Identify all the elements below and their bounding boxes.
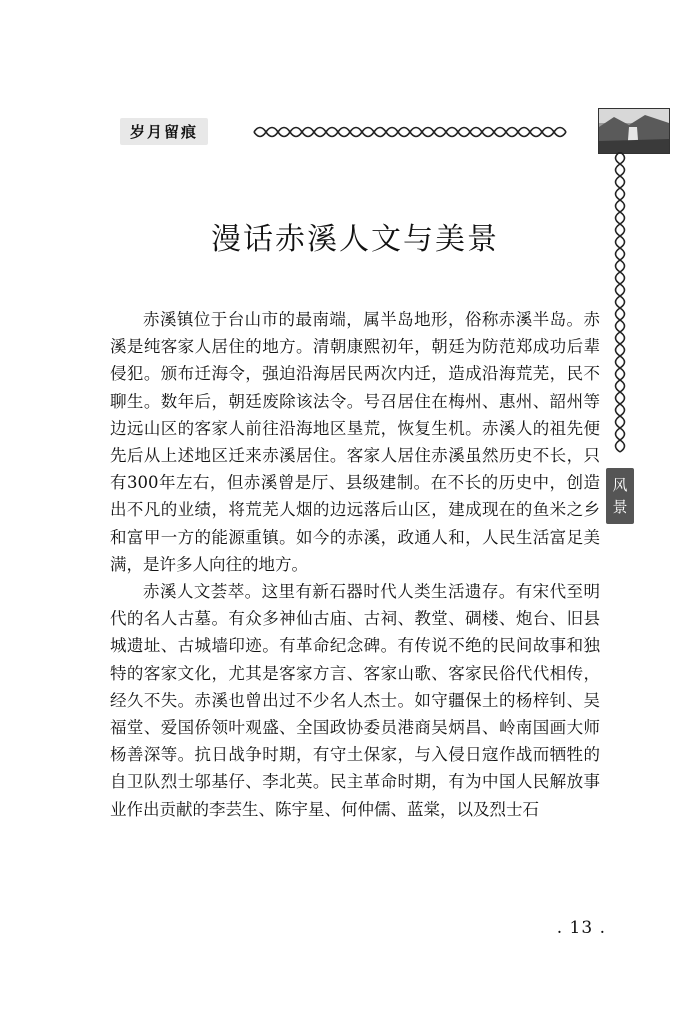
section-label: 岁月留痕 [120, 118, 208, 145]
paragraph: 赤溪镇位于台山市的最南端，属半岛地形，俗称赤溪半岛。赤溪是纯客家人居住的地方。清朝康熙初年，朝廷为防范郑成功后辈侵犯。颁布迁海令，强迫沿海居民两次内迁，造成沿海荒芜，民不聊生。数年后，朝廷废除该法令。号召居住在梅州、惠州、韶州等边远山区的客家人前往沿海地区垦荒，恢复生机。赤溪人的祖先便先后从上述地区迁来赤溪居住。客家人居住赤溪虽然历史不长，只有300年左右，但赤溪曾是厅、县级建制。在不长的历史中，创造出不凡的业绩，将荒芜人烟的边远落后山区，建成现在的鱼米之乡和富甲一方的能源重镇。如今的赤溪，政通人和，人民生活富足美满，是许多人向往的地方。 [110, 310, 600, 574]
running-header [120, 108, 660, 148]
paragraph: 赤溪人文荟萃。这里有新石器时代人类生活遗存。有宋代至明代的名人古墓。有众多神仙古庙、古祠、教堂、碉楼、炮台、旧县城遗址、古城墙印迹。有革命纪念碑。有传说不绝的民间故事和独特的客家文化，尤其是客家方言、客家山歌、客家民俗代代相传，经久不失。赤溪也曾出过不少名人杰士。如守疆保土的杨梓钊、吴福堂、爱国侨领叶观盛、全国政协委员港商吴炳昌、岭南国画大师杨善深等。抗日战争时期，有守土保家，与入侵日寇作战而牺牲的自卫队烈士邬基仔、李北英。民主革命时期，有为中国人民解放事业作出贡献的李芸生、陈宇星、何仲儒、蓝棠，以及烈士石 [110, 582, 600, 819]
chapter-tab-char-1: 风 [612, 476, 628, 494]
chapter-tab [606, 468, 634, 524]
page-number: . 13 . [556, 918, 606, 938]
vertical-ornament-icon [608, 152, 632, 462]
ornamental-rule-icon [250, 120, 580, 144]
article-body [110, 306, 600, 823]
chapter-tab-char-2: 景 [612, 498, 628, 516]
landscape-photo [598, 108, 670, 154]
article-title: 漫话赤溪人文与美景 [211, 222, 499, 257]
